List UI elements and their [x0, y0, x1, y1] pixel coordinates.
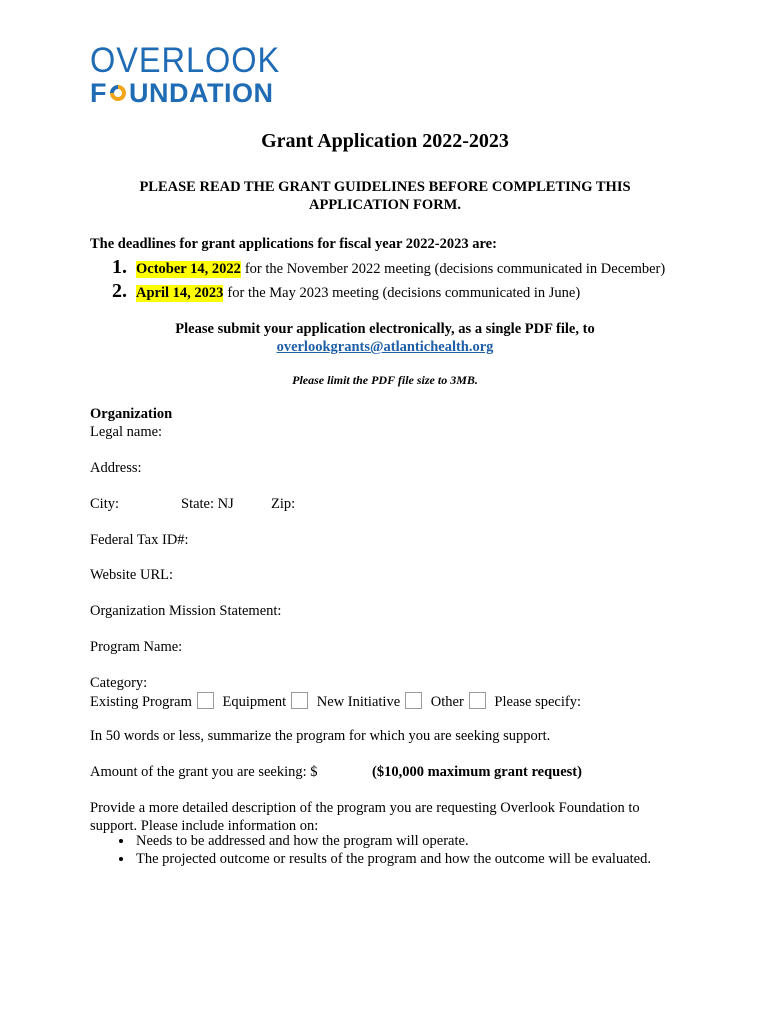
list-item: • Needs to be addressed and how the program will operate. — [134, 832, 734, 850]
deadline-number: 1. — [112, 256, 127, 278]
amount-field[interactable]: Amount of the grant you are seeking: $ — [90, 764, 318, 780]
submit-text: Please submit your application electronically, as a single PDF file, to — [175, 321, 595, 337]
deadline-text: for the November 2022 meeting (decisions communicated in December) — [244, 261, 666, 277]
deadline-text: for the May 2023 meeting (decisions communicated in June) — [227, 285, 581, 301]
state-field[interactable]: State: NJ — [181, 496, 234, 512]
submit-instructions — [90, 320, 680, 356]
tax-id-field[interactable]: Federal Tax ID#: — [90, 532, 189, 548]
zip-field[interactable]: Zip: — [271, 496, 296, 512]
description-bullets — [90, 832, 734, 868]
deadline-date: October 14, 2022 — [136, 261, 241, 277]
list-item: • The projected outcome or results of the program and how the outcome will be evaluated. — [134, 850, 734, 868]
website-field[interactable]: Website URL: — [90, 567, 173, 583]
category-options — [90, 692, 581, 711]
equipment-checkbox[interactable] — [291, 692, 308, 709]
deadline-number: 2. — [112, 280, 127, 302]
logo-letters-undation: UNDATION — [129, 78, 274, 108]
legal-name-field[interactable]: Legal name: — [90, 424, 163, 440]
category-label: Category: — [90, 675, 148, 691]
mission-field[interactable]: Organization Mission Statement: — [90, 603, 282, 619]
deadline-item — [112, 280, 580, 303]
program-name-field[interactable]: Program Name: — [90, 639, 183, 655]
category-option-label: Other — [430, 694, 464, 710]
guidelines-notice: PLEASE READ THE GRANT GUIDELINES BEFORE COMPLETING THIS APPLICATION FORM. — [139, 179, 631, 213]
existing-program-checkbox[interactable] — [197, 692, 214, 709]
deadline-date: April 14, 2023 — [136, 285, 224, 301]
organization-heading: Organization — [90, 406, 173, 422]
summary-prompt: In 50 words or less, summarize the program for which you are seeking support. — [90, 728, 551, 744]
other-checkbox[interactable] — [469, 692, 486, 709]
page-title: Grant Application 2022-2023 — [261, 130, 509, 152]
category-option-label: Existing Program — [90, 694, 192, 710]
email-link[interactable]: overlookgrants@atlantichealth.org — [276, 339, 494, 355]
please-specify-field[interactable]: Please specify: — [494, 694, 581, 710]
description-prompt: Provide a more detailed description of the program you are requesting Overlook Foundation to support. Please include information on: — [90, 800, 640, 834]
category-option-label: Equipment — [222, 694, 287, 710]
category-option-label: New Initiative — [316, 694, 401, 710]
amount-max-note: ($10,000 maximum grant request) — [372, 764, 582, 780]
file-size-note: Please limit the PDF file size to 3MB. — [292, 373, 478, 387]
overlook-foundation-logo — [90, 41, 294, 108]
logo-line-foundation — [90, 78, 294, 108]
logo-letter-f: F — [90, 78, 107, 108]
new-initiative-checkbox[interactable] — [405, 692, 422, 709]
logo-o-mark-icon — [108, 83, 128, 103]
address-field[interactable]: Address: — [90, 460, 142, 476]
logo-line-overlook: OVERLOOK — [90, 41, 281, 80]
city-field[interactable]: City: — [90, 496, 120, 512]
deadlines-intro: The deadlines for grant applications for fiscal year 2022-2023 are: — [90, 236, 497, 252]
deadline-item — [112, 256, 665, 279]
